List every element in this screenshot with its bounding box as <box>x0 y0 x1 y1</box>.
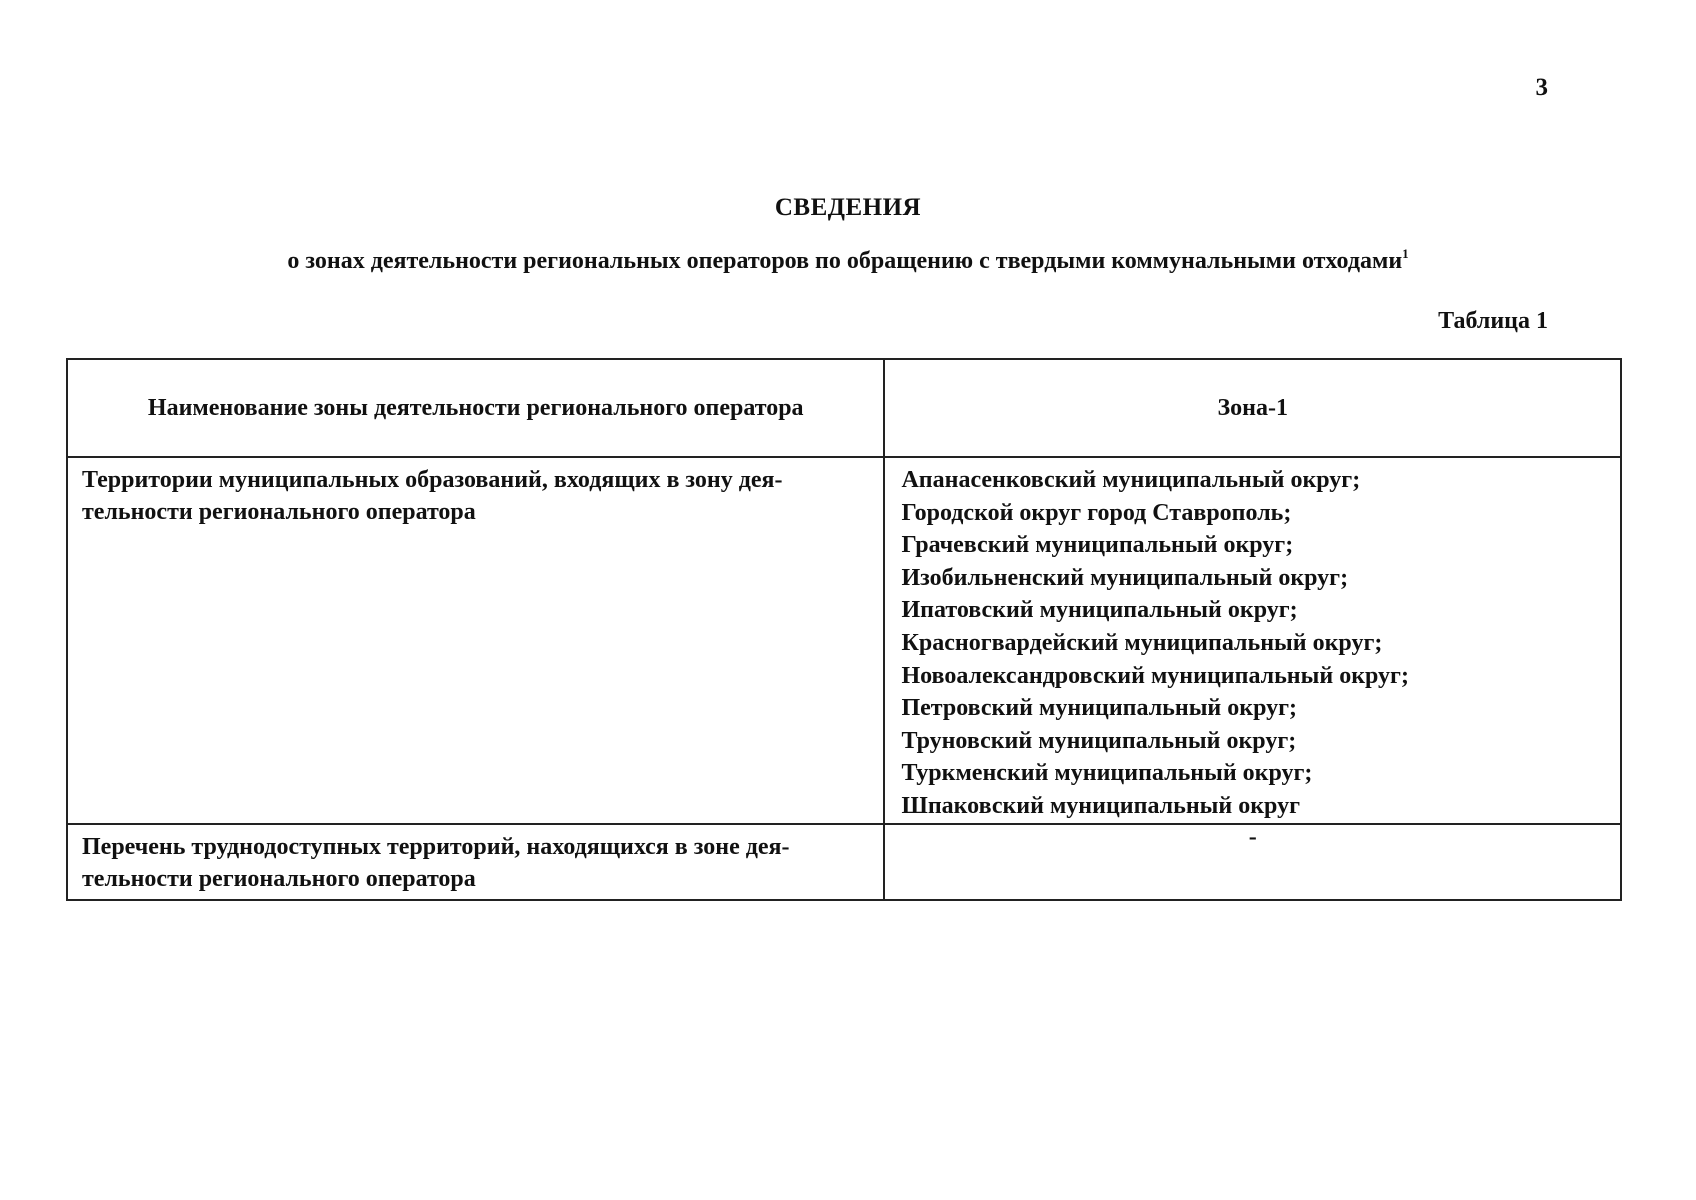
document-title: СВЕДЕНИЯ <box>774 194 922 221</box>
table-row <box>67 824 1621 900</box>
territories-label-line1: Территории муниципальных образований, входящих в зону дея- <box>82 467 783 493</box>
list-item: Красногвардейский муниципальный округ; <box>901 629 1383 656</box>
territories-list-cell <box>884 457 1621 824</box>
subtitle-text: о зонах деятельности региональных операторов по обращению с твердыми коммунальными отходами <box>287 248 1403 274</box>
list-item: Шпаковский муниципальный округ <box>901 792 1300 819</box>
zones-table <box>66 358 1622 901</box>
header-cell-zone-name: Наименование зоны деятельности регионального оператора <box>67 359 884 457</box>
remote-territories-label <box>68 825 883 899</box>
header-cell-zone-1: Зона-1 <box>884 359 1621 457</box>
list-item: Ипатовский муниципальный округ; <box>901 597 1298 624</box>
territories-label-line2: тельности регионального оператора <box>82 499 476 525</box>
list-item: Петровский муниципальный округ; <box>901 695 1298 722</box>
remote-territories-value: - <box>884 824 1621 900</box>
list-item: Апанасенковский муниципальный округ; <box>901 467 1361 493</box>
list-item: Грачевский муниципальный округ; <box>901 532 1294 559</box>
territories-label-cell <box>67 457 884 824</box>
territories-label <box>68 458 883 532</box>
table-header-row <box>67 359 1621 457</box>
footnote-marker: 1 <box>1402 246 1409 261</box>
list-item: Труновский муниципальный округ; <box>901 727 1297 754</box>
remote-territories-label-line1: Перечень труднодоступных территорий, находящихся в зоне дея- <box>82 833 790 860</box>
table-caption: Таблица 1 <box>1438 308 1548 334</box>
list-item: Туркменский муниципальный округ; <box>901 760 1313 787</box>
table-row <box>67 457 1621 824</box>
list-item: Городской округ город Ставрополь; <box>901 499 1292 526</box>
list-item: Изобильненский муниципальный округ; <box>901 564 1349 591</box>
remote-territories-label-line2: тельности регионального оператора <box>82 865 476 892</box>
document-subtitle <box>0 248 1696 275</box>
list-item: Новоалександровский муниципальный округ; <box>901 662 1409 689</box>
page-number: 3 <box>1535 74 1548 101</box>
remote-territories-label-cell <box>67 824 884 900</box>
municipality-list <box>885 458 1620 823</box>
